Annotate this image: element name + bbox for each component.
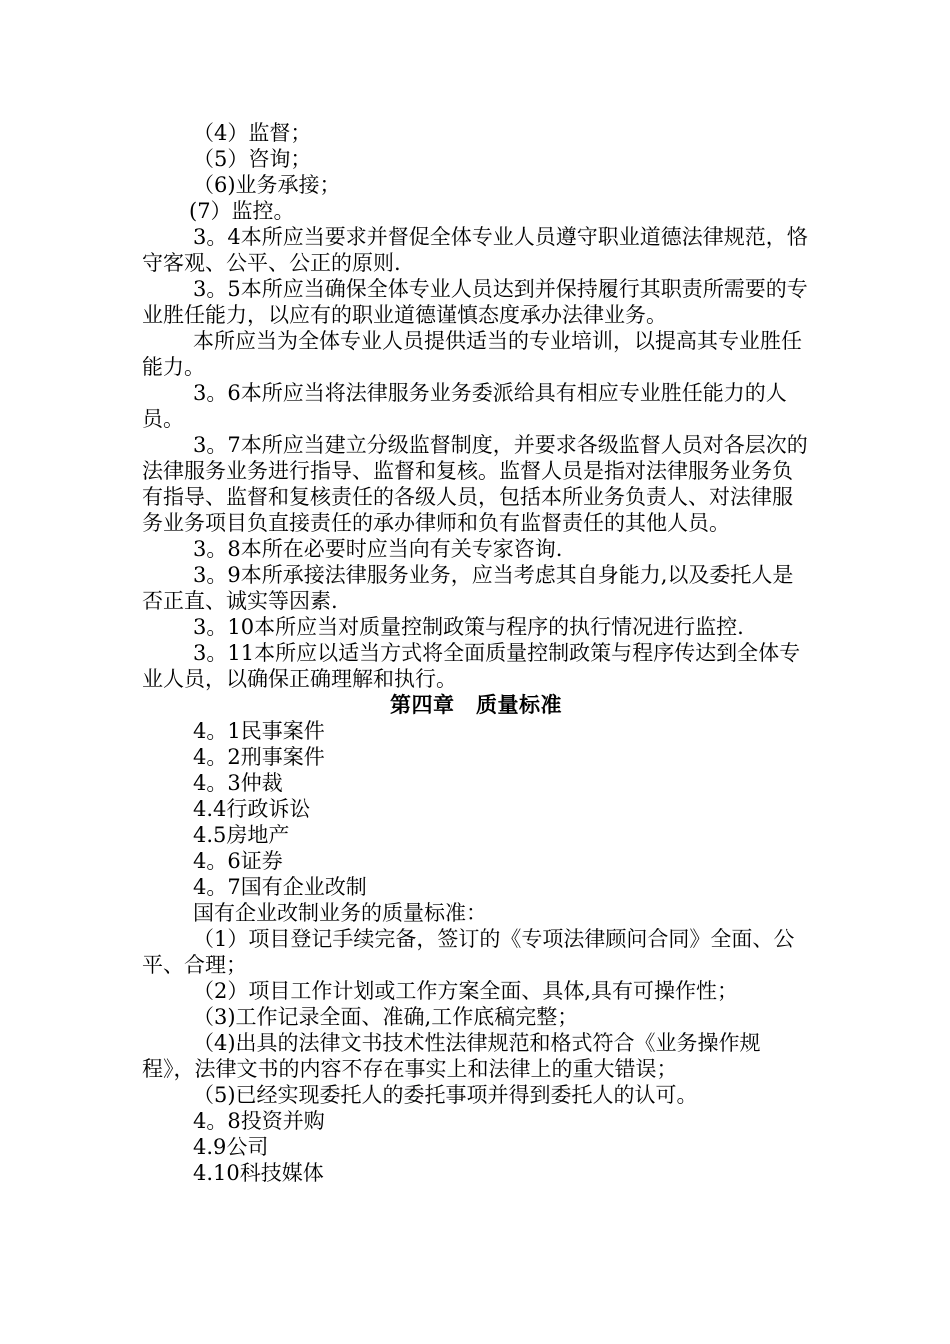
list-item-consulting: （5）咨询； <box>193 147 312 171</box>
section-4-1: 4。1民事案件 <box>193 719 325 743</box>
section-4-7: 4。7国有企业改制 <box>193 875 367 899</box>
soe-standard-2: （2）项目工作计划或工作方案全面、具体,具有可操作性； <box>193 979 739 1003</box>
section-4-4: 4.4行政诉讼 <box>193 797 311 821</box>
clause-3-9: 3。9本所承接法律服务业务，应当考虑其自身能力,以及委托人是否正直、诚实等因素. <box>142 563 794 613</box>
soe-standard-5: （5)已经实现委托人的委托事项并得到委托人的认可。 <box>193 1083 698 1107</box>
clause-3-6: 3。6本所应当将法律服务业务委派给具有相应专业胜任能力的人员。 <box>142 381 787 431</box>
section-4-10: 4.10科技媒体 <box>193 1161 324 1185</box>
list-item-monitoring: (7）监控。 <box>189 199 295 223</box>
section-4-3: 4。3仲裁 <box>193 771 283 795</box>
list-item-supervision: （4）监督； <box>193 121 312 145</box>
section-4-2: 4。2刑事案件 <box>193 745 325 769</box>
soe-standard-3: （3)工作记录全面、准确,工作底稿完整； <box>193 1005 579 1029</box>
clause-3-8: 3。8本所在必要时应当向有关专家咨询. <box>193 537 563 561</box>
clause-3-10: 3。10本所应当对质量控制政策与程序的执行情况进行监控. <box>193 615 744 639</box>
list-item-business-intake: （6)业务承接； <box>193 173 341 197</box>
clause-3-7: 3。7本所应当建立分级监督制度，并要求各级监督人员对各层次的法律服务业务进行指导、监督和复核。监督人员是指对法律服务业务负有指导、监督和复核责任的各级人员，包括本所业务负责人、对法律服务业务项目负直接责任的承办律师和负有监督责任的其他人员。 <box>142 433 808 535</box>
chapter-heading: 第四章 质量标准 <box>390 693 562 717</box>
clause-3-5: 3。5本所应当确保全体专业人员达到并保持履行其职责所需要的专业胜任能力，以应有的职业道德谨慎态度承办法律业务。 <box>142 277 808 327</box>
soe-standard-4: （4)出具的法律文书技术性法律规范和格式符合《业务操作规程》，法律文书的内容不存在事实上和法律上的重大错误； <box>142 1031 761 1081</box>
section-4-5: 4.5房地产 <box>193 823 290 847</box>
section-4-6: 4。6证券 <box>193 849 283 873</box>
clause-3-5-training: 本所应当为全体专业人员提供适当的专业培训，以提高其专业胜任能力。 <box>142 329 802 379</box>
document-body <box>142 120 810 1186</box>
section-4-9: 4.9公司 <box>193 1135 269 1159</box>
soe-standard-1: （1）项目登记手续完备，签订的《专项法律顾问合同》全面、公平、合理； <box>142 927 795 977</box>
section-4-8: 4。8投资并购 <box>193 1109 325 1133</box>
soe-standards-intro: 国有企业改制业务的质量标准： <box>193 901 487 925</box>
clause-3-4: 3。4本所应当要求并督促全体专业人员遵守职业道德法律规范，恪守客观、公平、公正的原则. <box>142 225 808 275</box>
clause-3-11: 3。11本所应以适当方式将全面质量控制政策与程序传达到全体专业人员，以确保正确理解和执行。 <box>142 641 801 691</box>
